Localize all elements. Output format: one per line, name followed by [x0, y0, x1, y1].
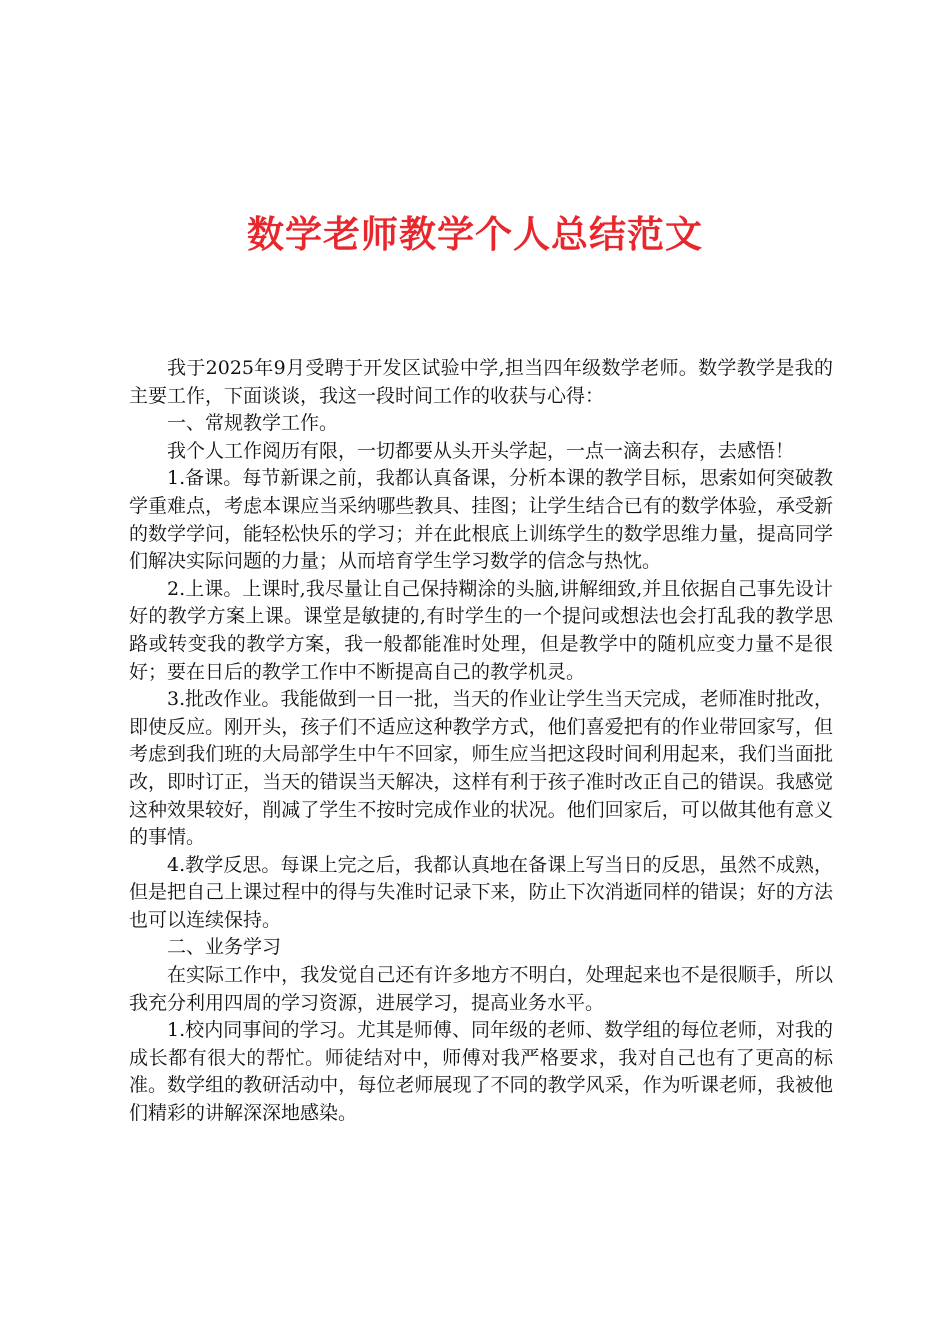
paragraph-intro: 我于2025年9月受聘于开发区试验中学,担当四年级数学老师。数学教学是我的主要工作，下面谈谈，我这一段时间工作的收获与心得： [129, 357, 833, 407]
paragraph-experience: 我个人工作阅历有限，一切都要从头开头学起，一点一滴去积存，去感悟！ [167, 439, 795, 462]
paragraph-lesson-prep: 1.备课。每节新课之前，我都认真备课，分析本课的教学目标，思索如何突破教学重难点，考虑本课应当采纳哪些教具、挂图；让学生结合已有的数学体验，承受新的数学学问，能轻松快乐的学习；并在此根底上训练学生的数学思维力量，提高同学们解决实际问题的力量；从而培育学生学习数学的信念与热忱。 [129, 467, 833, 573]
paragraph-practice: 在实际工作中，我发觉自己还有许多地方不明白，处理起来也不是很顺手，所以我充分利用四周的学习资源，进展学习，提高业务水平。 [129, 964, 833, 1014]
paragraph-homework: 3.批改作业。我能做到一日一批，当天的作业让学生当天完成，老师准时批改，即使反应。刚开头，孩子们不适应这种教学方式，他们喜爱把有的作业带回家写，但考虑到我们班的大局部学生中午不回家，师生应当把这段时间利用起来，我们当面批改，即时订正，当天的错误当天解决，这样有利于孩子准时改正自己的错误。我感觉这种效果较好，削减了学生不按时完成作业的状况。他们回家后，可以做其他有意义的事情。 [129, 688, 833, 849]
document-body [129, 355, 833, 1128]
section-heading-professional-learning: 二、业务学习 [167, 936, 282, 959]
paragraph-colleague-learning: 1.校内同事间的学习。尤其是师傅、同年级的老师、数学组的每位老师，对我的成长都有很大的帮忙。师徒结对中，师傅对我严格要求，我对自己也有了更高的标准。数学组的教研活动中，每位老师展现了不同的教学风采，作为听课老师，我被他们精彩的讲解深深地感染。 [129, 1019, 833, 1125]
paragraph-class: 2.上课。上课时,我尽量让自己保持糊涂的头脑,讲解细致,并且依据自己事先设计好的教学方案上课。课堂是敏捷的,有时学生的一个提问或想法也会打乱我的教学思路或转变我的教学方案，我一般都能准时处理，但是教学中的随机应变力量不是很好；要在日后的教学工作中不断提高自己的教学机灵。 [129, 577, 833, 683]
paragraph-reflection: 4.教学反思。每课上完之后，我都认真地在备课上写当日的反思，虽然不成熟，但是把自己上课过程中的得与失准时记录下来，防止下次消逝同样的错误；好的方法也可以连续保持。 [129, 853, 833, 931]
section-heading-routine-teaching: 一、常规教学工作。 [167, 412, 339, 435]
document-title: 数学老师教学个人总结范文 [247, 212, 703, 256]
